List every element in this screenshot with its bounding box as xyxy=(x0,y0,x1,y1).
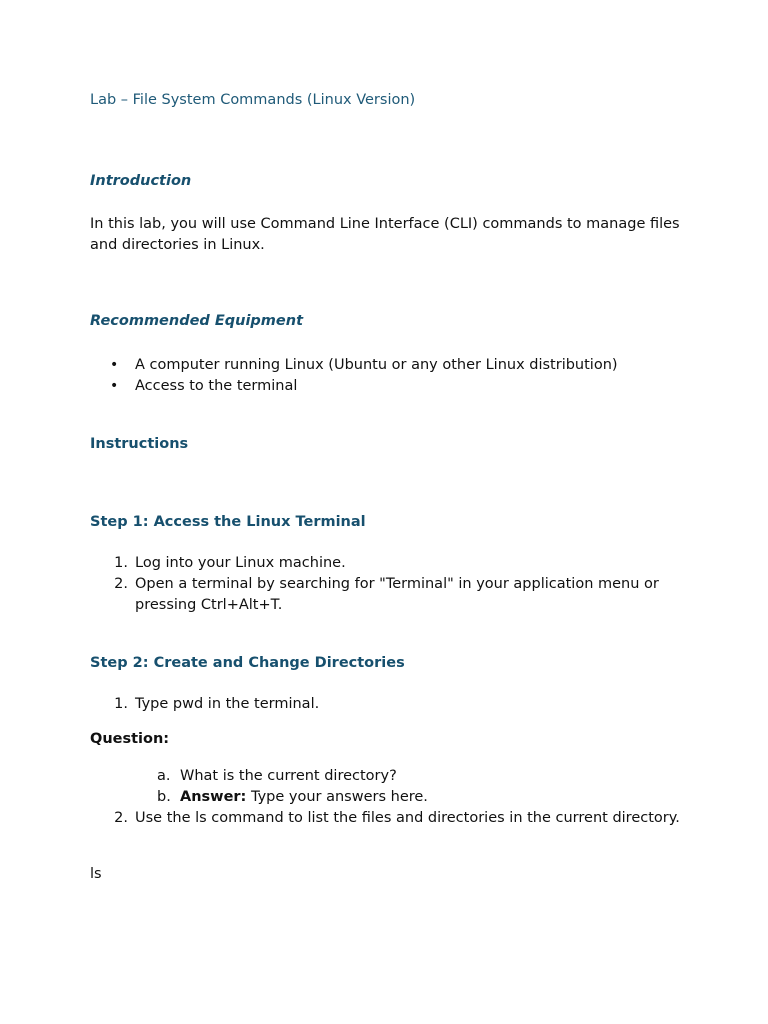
answer-field[interactable]: Type your answers here. xyxy=(250,789,428,805)
list-marker: b. xyxy=(157,789,171,805)
step1-heading: Step 1: Access the Linux Terminal xyxy=(90,514,366,530)
bullet-marker: • xyxy=(110,378,119,394)
question-label: Question: xyxy=(90,731,170,747)
step1-item xyxy=(90,574,690,616)
equipment-item xyxy=(90,376,690,397)
step2-item xyxy=(90,808,690,829)
step2-item-text: Type pwd in the terminal. xyxy=(135,696,320,712)
list-marker: 1. xyxy=(114,696,128,712)
introduction-heading: Introduction xyxy=(90,173,192,189)
instructions-heading: Instructions xyxy=(90,436,189,452)
bullet-marker: • xyxy=(110,357,119,373)
step2-heading: Step 2: Create and Change Directories xyxy=(90,655,405,671)
list-marker: 2. xyxy=(114,810,128,826)
question-sub-item xyxy=(90,766,690,787)
list-marker: 2. xyxy=(114,576,128,592)
document-title: Lab – File System Commands (Linux Version) xyxy=(90,92,416,108)
list-marker: a. xyxy=(157,768,171,784)
step2-item xyxy=(90,694,690,715)
step1-item-text: Open a terminal by searching for "Terminal" in your application menu or pressing Ctrl+Alt+T. xyxy=(135,576,659,613)
answer-sub-item xyxy=(90,787,690,808)
step1-item xyxy=(90,553,690,574)
answer-label: Answer: xyxy=(180,789,247,805)
step1-item-text: Log into your Linux machine. xyxy=(135,555,346,571)
equipment-item xyxy=(90,355,690,376)
question-text: What is the current directory? xyxy=(180,768,397,784)
equipment-item-text: A computer running Linux (Ubuntu or any other Linux distribution) xyxy=(135,357,618,373)
answer-line xyxy=(180,787,690,808)
command-text: ls xyxy=(90,866,102,882)
equipment-item-text: Access to the terminal xyxy=(135,378,298,394)
list-marker: 1. xyxy=(114,555,128,571)
step2-item-text: Use the ls command to list the files and directories in the current directory. xyxy=(135,810,680,826)
equipment-heading: Recommended Equipment xyxy=(90,313,304,329)
introduction-text: In this lab, you will use Command Line Interface (CLI) commands to manage files and directories in Linux. xyxy=(90,216,680,253)
